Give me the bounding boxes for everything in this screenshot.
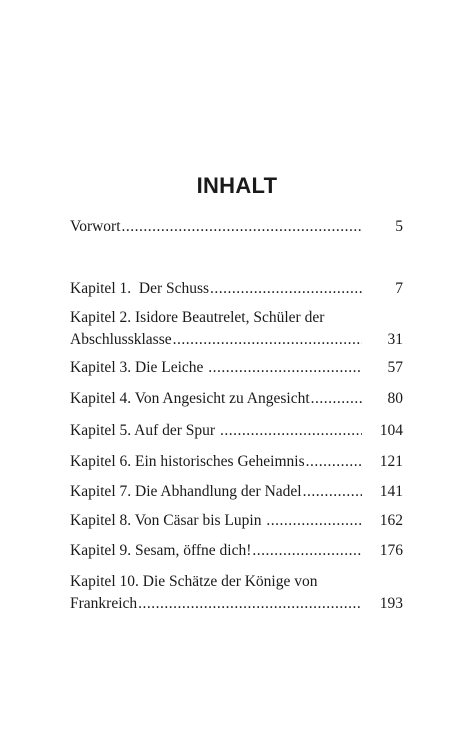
leader-dots [252, 540, 362, 562]
toc-entry-page: 7 [395, 280, 403, 297]
toc-entry-page: 141 [379, 483, 403, 500]
toc-entry-page: 31 [387, 331, 403, 348]
toc-entry-kapitel-2 [70, 307, 403, 351]
toc-entry-page: 121 [379, 453, 403, 470]
leader-dots [138, 593, 362, 615]
leader-dots [208, 357, 362, 379]
toc-entry-label: Kapitel 8. Von Cäsar bis Lupin [70, 512, 266, 529]
toc-title: INHALT [196, 173, 278, 198]
toc-entry-label-line1: Kapitel 10. Die Schätze der Könige von [70, 573, 318, 590]
toc-entry-label: Abschlussklasse [70, 331, 172, 348]
toc-entry-label: Kapitel 5. Auf der Spur [70, 422, 219, 439]
toc-entry-kapitel-10 [70, 571, 403, 615]
toc-entry-label: Kapitel 9. Sesam, öffne dich! [70, 542, 252, 559]
toc-entry-label: Kapitel 3. Die Leiche [70, 359, 208, 376]
toc-entry-label: Frankreich [70, 595, 138, 612]
toc-entry-kapitel-8 [70, 510, 403, 532]
toc-entry-label: Kapitel 1. Der Schuss [70, 280, 210, 297]
toc-entry-kapitel-9 [70, 540, 403, 562]
leader-dots [173, 329, 362, 351]
toc-entry-page: 104 [379, 422, 403, 439]
leader-dots [122, 216, 362, 238]
toc-entry-kapitel-4 [70, 388, 403, 410]
leader-dots [220, 420, 362, 442]
leader-dots [306, 451, 362, 473]
toc-entry-label: Kapitel 7. Die Abhandlung der Nadel [70, 483, 302, 500]
toc-entry-kapitel-3 [70, 357, 403, 379]
toc-entry-label: Kapitel 4. Von Angesicht zu Angesicht [70, 390, 310, 407]
toc-entry-kapitel-6 [70, 451, 403, 473]
leader-dots [210, 278, 362, 300]
toc-entry-label: Kapitel 6. Ein historisches Geheimnis [70, 453, 305, 470]
toc-entry-page: 176 [379, 542, 403, 559]
toc-entry-label-line1: Kapitel 2. Isidore Beautrelet, Schüler der [70, 309, 325, 326]
toc-entry-vorwort [70, 216, 403, 238]
toc-entry-page: 193 [379, 595, 403, 612]
toc-entry-page: 80 [387, 390, 403, 407]
leader-dots [266, 510, 362, 532]
toc-entry-kapitel-7 [70, 481, 403, 503]
toc-entry-page: 162 [379, 512, 403, 529]
leader-dots [303, 481, 362, 503]
toc-entry-kapitel-1 [70, 278, 403, 300]
toc-entry-page: 5 [395, 218, 403, 235]
toc-entry-label: Vorwort [70, 218, 121, 235]
toc-entry-kapitel-5 [70, 420, 403, 442]
toc-entry-page: 57 [387, 359, 403, 376]
leader-dots [311, 388, 362, 410]
